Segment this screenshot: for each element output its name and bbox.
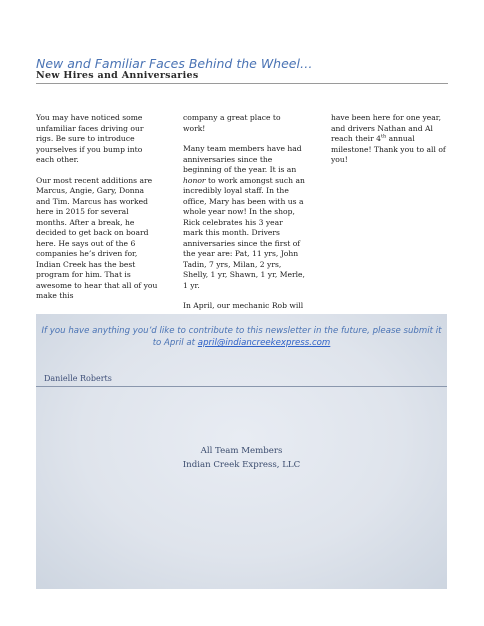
paragraph-text: have been here for one year, and drivers Nathan and Al reach their 4 (331, 113, 442, 143)
header-divider (36, 83, 448, 84)
closing-line: Indian Creek Express, LLC (182, 460, 301, 470)
paragraph-text: Many team members have had anniversaries since the beginning of the year. It is an (183, 144, 302, 174)
ordinal-suffix: th (380, 133, 387, 140)
paragraph-text: to work amongst such an incredibly loyal staff. In the office, Mary has been with us a whole year now! In the shop, Rick celebrates his 3 year mark this month. Drivers anniversaries since the first of the year are: Pat, 11 yrs, John Tadin, 7 yrs, Milan, 2 yrs, Shelly, 1 yr, Shawn, 1 yr, Merle, 1 yr. (183, 175, 305, 290)
paragraph-text: annual milestone! Thank you to all of you! (331, 134, 446, 164)
text-column-1 (36, 113, 158, 312)
paragraph (183, 144, 305, 291)
email-link[interactable]: april@indiancreekexpress.com (197, 338, 331, 348)
contribution-note (36, 325, 447, 349)
paragraph (331, 113, 453, 166)
closing-line: All Team Members (200, 446, 283, 456)
paragraph: In April, our mechanic Rob will (183, 301, 304, 310)
paragraph: company a great place to work! (183, 113, 281, 133)
text-column-2 (183, 113, 305, 322)
paragraph: Our most recent additions are Marcus, Angie, Gary, Donna and Tim. Marcus has worked here in 2015 for several months. After a break, he decided to get back on board here. He says out of the 6 companies he’s driven for, Indian Creek has the best program for him. That is awesome to hear that all of you make this (36, 175, 158, 300)
text-column-3 (331, 113, 453, 176)
paragraph: You may have noticed some unfamiliar faces driving our rigs. Be sure to introduce yourselves if you bump into each other. (36, 113, 144, 164)
emphasis-text: honor (183, 175, 206, 185)
panel-divider (36, 386, 447, 387)
contribution-note-text: If you have anything you’d like to contribute to this newsletter in the future, please submit it to April at (41, 326, 442, 348)
contribution-panel (36, 314, 447, 589)
article-title: New and Familiar Faces Behind the Wheel… (36, 56, 313, 71)
author-name: Danielle Roberts (44, 374, 112, 383)
closing-block (36, 444, 447, 472)
article-subtitle: New Hires and Anniversaries (36, 70, 199, 81)
